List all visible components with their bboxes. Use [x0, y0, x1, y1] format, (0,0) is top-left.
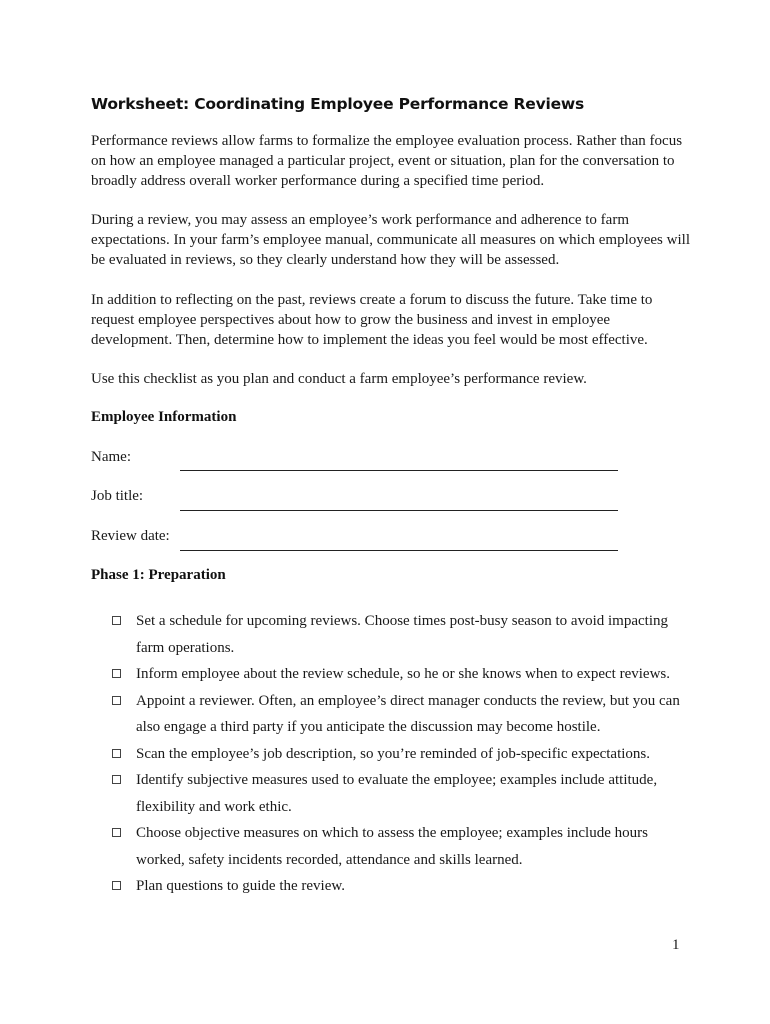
review-date-field[interactable]	[180, 550, 618, 551]
checklist-item	[112, 820, 682, 873]
checklist-item-text: Inform employee about the review schedule, so he or she knows when to expect reviews.	[136, 666, 671, 682]
checkbox-icon[interactable]	[112, 669, 121, 678]
intro-paragraph-2: During a review, you may assess an employee’s work performance and adherence to farm expectations. In your farm’s employee manual, communicate all measures on which employees will be evaluated in reviews, so they clearly understand how they will be assessed.	[91, 212, 690, 268]
intro-paragraph-1: Performance reviews allow farms to formalize the employee evaluation process. Rather than focus on how an employee managed a particular project, event or situation, plan for the conversation to broadly address overall worker performance during a specified time period.	[91, 133, 683, 189]
checklist-item	[112, 873, 682, 900]
name-field[interactable]	[180, 470, 618, 471]
checklist-item-text: Identify subjective measures used to evaluate the employee; examples include attitude, flexibility and work ethic.	[136, 772, 658, 815]
phase1-checklist	[112, 608, 682, 900]
checkbox-icon[interactable]	[112, 881, 121, 890]
document-title: Worksheet: Coordinating Employee Performance Reviews	[91, 95, 585, 113]
checklist-item-text: Choose objective measures on which to assess the employee; examples include hours worked, safety incidents recorded, attendance and skills learned.	[136, 825, 648, 868]
checklist-item	[112, 661, 682, 688]
employee-info-heading: Employee Information	[91, 409, 237, 425]
checkbox-icon[interactable]	[112, 749, 121, 758]
checkbox-icon[interactable]	[112, 696, 121, 705]
checklist-item	[112, 741, 682, 768]
job-title-label: Job title:	[91, 488, 144, 504]
checklist-item-text: Set a schedule for upcoming reviews. Choose times post-busy season to avoid impacting farm operations.	[136, 613, 668, 656]
checkbox-icon[interactable]	[112, 616, 121, 625]
checklist-item-text: Plan questions to guide the review.	[136, 878, 345, 894]
checklist-item	[112, 608, 682, 661]
job-title-field[interactable]	[180, 510, 618, 511]
checklist-item	[112, 767, 682, 820]
checkbox-icon[interactable]	[112, 775, 121, 784]
checklist-item	[112, 688, 682, 741]
review-date-label: Review date:	[91, 528, 170, 544]
phase1-heading: Phase 1: Preparation	[91, 567, 226, 583]
page-number: 1	[672, 937, 680, 953]
checklist-item-text: Appoint a reviewer. Often, an employee’s direct manager conducts the review, but you can also engage a third party if you anticipate the discussion may become hostile.	[136, 692, 680, 735]
intro-paragraph-3: In addition to reflecting on the past, reviews create a forum to discuss the future. Take time to request employee perspectives about how to grow the business and invest in employee development. Then, determine how to implement the ideas you feel would be most effective.	[91, 292, 653, 348]
checklist-item-text: Scan the employee’s job description, so you’re reminded of job-specific expectations.	[136, 745, 651, 762]
intro-paragraph-4: Use this checklist as you plan and conduct a farm employee’s performance review.	[91, 371, 587, 387]
name-label: Name:	[91, 449, 131, 465]
checkbox-icon[interactable]	[112, 828, 121, 837]
